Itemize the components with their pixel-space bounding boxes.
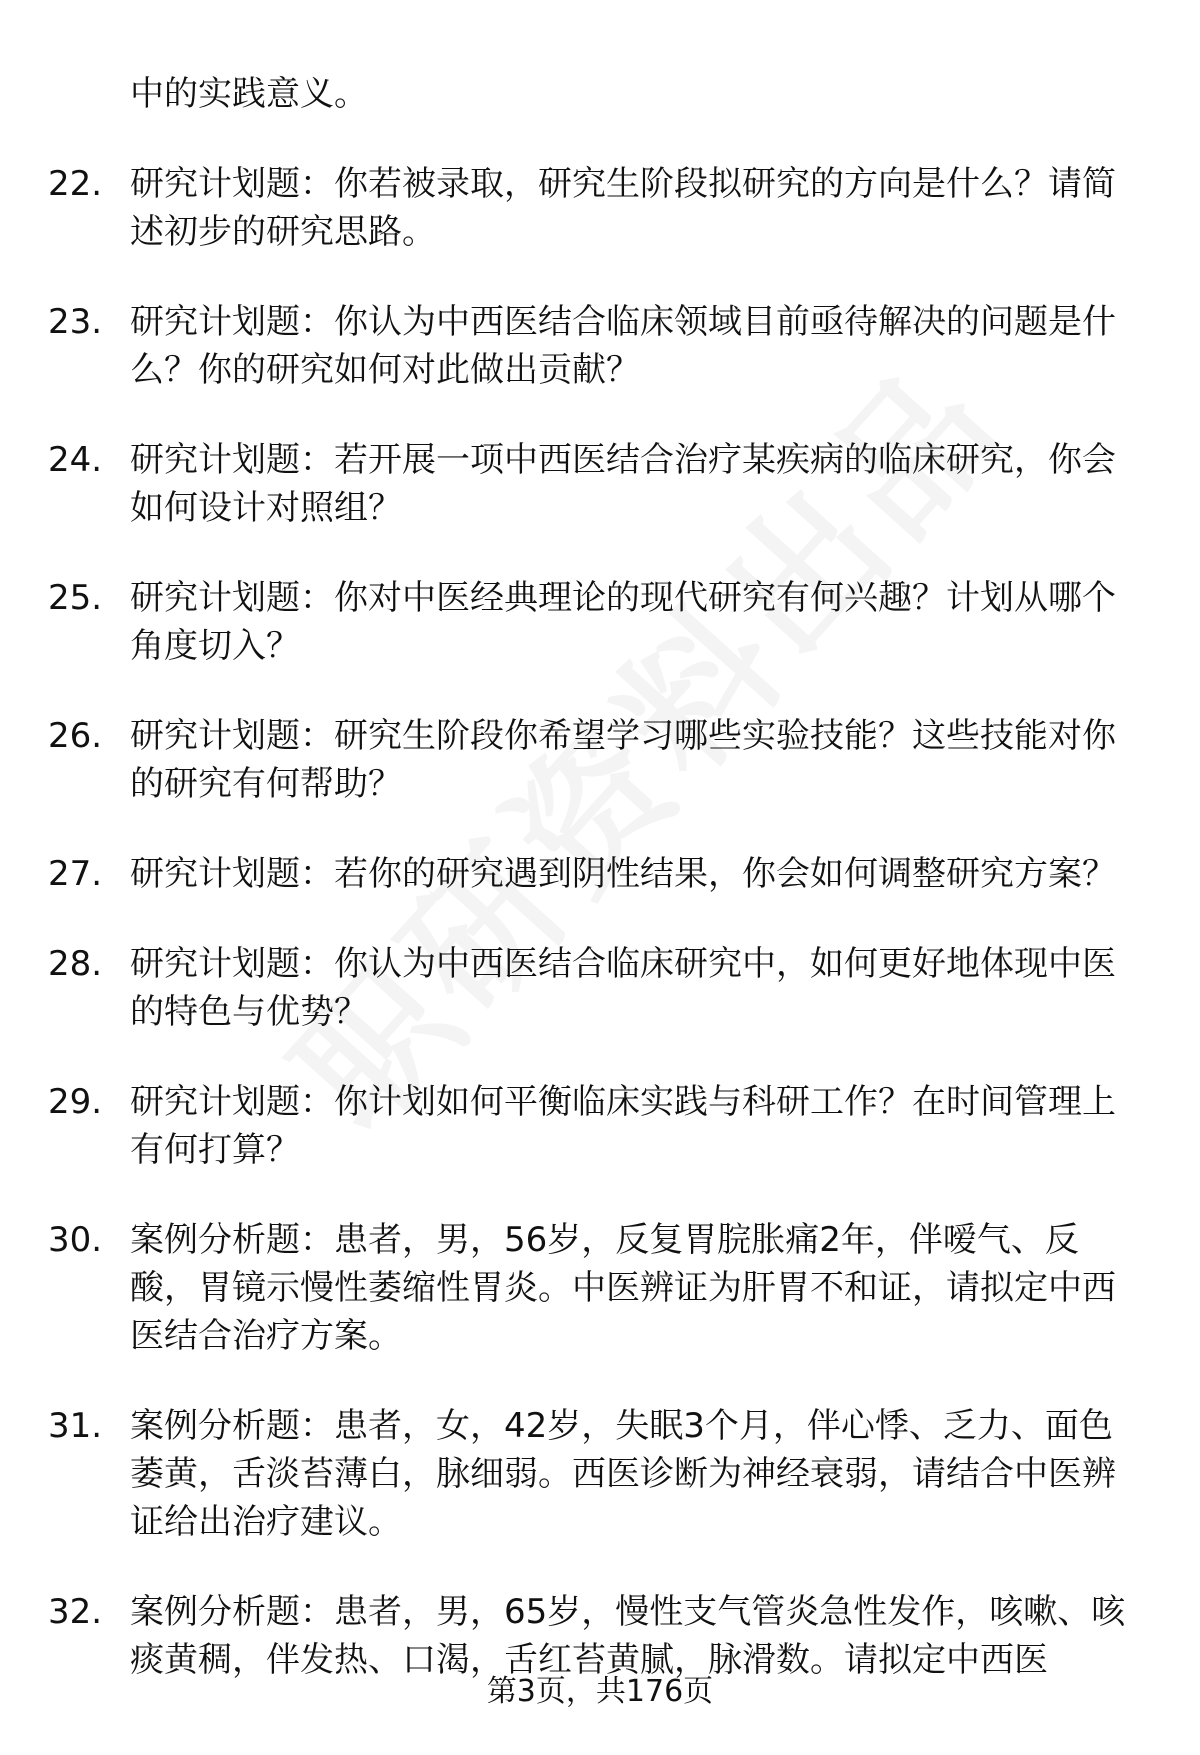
question-number: 32. xyxy=(48,1592,103,1632)
question-number: 24. xyxy=(48,440,103,480)
page-footer: 第3页，共176页 xyxy=(486,1674,714,1709)
question-item xyxy=(48,1588,1138,1684)
question-number: 23. xyxy=(48,302,103,342)
question-item xyxy=(48,850,1138,898)
question-item xyxy=(48,712,1138,808)
question-item xyxy=(48,1216,1138,1360)
question-number: 31. xyxy=(48,1406,103,1446)
question-item xyxy=(48,1402,1138,1546)
question-item xyxy=(48,940,1138,1036)
question-number: 25. xyxy=(48,578,103,618)
question-item xyxy=(48,1078,1138,1174)
question-text: 研究计划题：若开展一项中西医结合治疗某疾病的临床研究，你会如何设计对照组？ xyxy=(130,440,1116,528)
question-item xyxy=(48,160,1138,256)
question-number: 30. xyxy=(48,1220,103,1260)
question-number: 28. xyxy=(48,944,103,984)
question-text: 研究计划题：研究生阶段你希望学习哪些实验技能？这些技能对你的研究有何帮助？ xyxy=(130,716,1116,804)
question-item xyxy=(48,574,1138,670)
continuation-text: 中的实践意义。 xyxy=(130,74,368,114)
question-text: 研究计划题：你认为中西医结合临床研究中，如何更好地体现中医的特色与优势？ xyxy=(130,944,1116,1032)
question-item xyxy=(48,298,1138,394)
question-list xyxy=(48,70,1138,1726)
question-text: 案例分析题：患者，男，56岁，反复胃脘胀痛2年，伴嗳气、反酸，胃镜示慢性萎缩性胃炎。中医辨证为肝胃不和证，请拟定中西医结合治疗方案。 xyxy=(130,1220,1116,1356)
question-number: 26. xyxy=(48,716,103,756)
question-number: 22. xyxy=(48,164,103,204)
question-text: 研究计划题：你若被录取，研究生阶段拟研究的方向是什么？请简述初步的研究思路。 xyxy=(130,164,1116,252)
question-text: 案例分析题：患者，女，42岁，失眠3个月，伴心悸、乏力、面色萎黄，舌淡苔薄白，脉细弱。西医诊断为神经衰弱，请结合中医辨证给出治疗建议。 xyxy=(130,1406,1116,1542)
question-text: 研究计划题：你对中医经典理论的现代研究有何兴趣？计划从哪个角度切入？ xyxy=(130,578,1116,666)
question-text: 研究计划题：若你的研究遇到阴性结果，你会如何调整研究方案？ xyxy=(130,854,1116,894)
question-number: 27. xyxy=(48,854,103,894)
question-text: 案例分析题：患者，男，65岁，慢性支气管炎急性发作，咳嗽、咳痰黄稠，伴发热、口渴，舌红苔黄腻，脉滑数。请拟定中西医 xyxy=(130,1592,1126,1680)
question-text: 研究计划题：你计划如何平衡临床实践与科研工作？在时间管理上有何打算？ xyxy=(130,1082,1116,1170)
question-text: 研究计划题：你认为中西医结合临床领域目前亟待解决的问题是什么？你的研究如何对此做出贡献？ xyxy=(130,302,1116,390)
question-item xyxy=(48,436,1138,532)
question-number: 29. xyxy=(48,1082,103,1122)
